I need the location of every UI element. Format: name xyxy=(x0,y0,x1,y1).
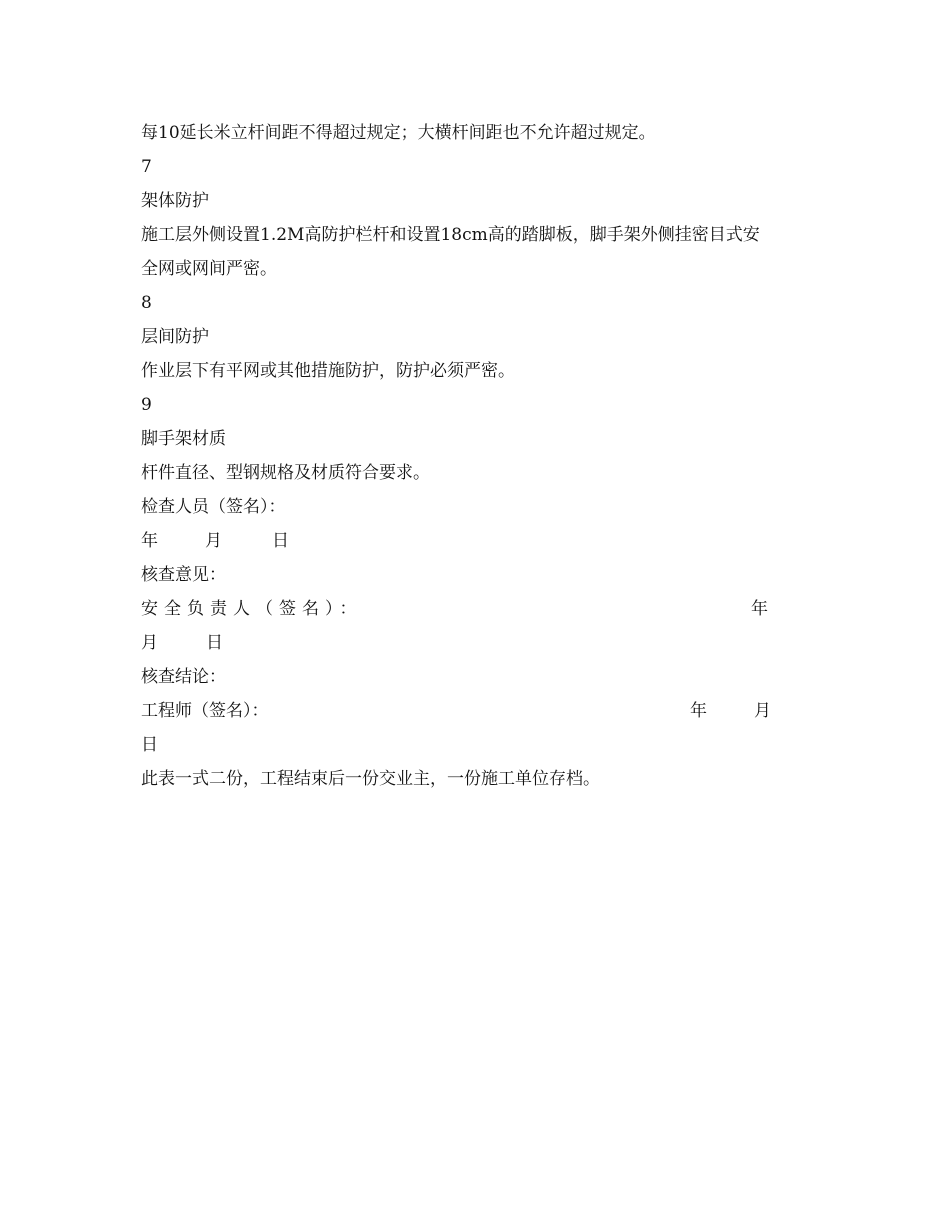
date-day-label: 日 xyxy=(141,735,158,755)
form-copies-note: 此表一式二份，工程结束后一份交业主，一份施工单位存档。 xyxy=(141,769,600,789)
date-year-label: 年 xyxy=(690,701,707,721)
spacing-requirement-text: 每10延长米立杆间距不得超过规定；大横杆间距也不允许超过规定。 xyxy=(141,123,656,143)
inspector-date-line xyxy=(141,524,821,558)
safety-officer-signature-label: 安全负责人（签名）： xyxy=(141,599,363,619)
item-number-7: 7 xyxy=(141,157,152,177)
item-text-interlayer-protection: 作业层下有平网或其他措施防护，防护必须严密。 xyxy=(141,361,515,381)
review-opinion-label: 核查意见： xyxy=(141,565,226,585)
item-number-9: 9 xyxy=(141,395,152,415)
review-conclusion-label: 核查结论： xyxy=(141,667,226,687)
date-day-label: 日 xyxy=(272,531,289,551)
item-text-scaffold-material: 杆件直径、型钢规格及材质符合要求。 xyxy=(141,463,430,483)
date-year-label: 年 xyxy=(141,531,158,551)
inspector-signature-label: 检查人员（签名）： xyxy=(141,497,286,517)
engineer-line xyxy=(141,694,821,728)
document-body xyxy=(141,116,821,796)
engineer-signature-label: 工程师（签名）： xyxy=(141,701,269,721)
item-heading-interlayer-protection: 层间防护 xyxy=(141,327,209,347)
date-month-label: 月 xyxy=(205,531,222,551)
item-text-frame-protection-1: 施工层外侧设置1.2M高防护栏杆和设置18cm高的踏脚板，脚手架外侧挂密目式安 xyxy=(141,225,760,245)
item-text-frame-protection-2: 全网或网间严密。 xyxy=(141,259,277,279)
item-heading-frame-protection: 架体防护 xyxy=(141,191,209,211)
safety-officer-date-line xyxy=(141,626,821,660)
item-number-8: 8 xyxy=(141,293,152,313)
engineer-date-line xyxy=(141,728,821,762)
date-day-label: 日 xyxy=(206,633,223,653)
date-month-label: 月 xyxy=(754,701,771,721)
date-year-label: 年 xyxy=(751,599,768,619)
safety-officer-line xyxy=(141,592,821,626)
item-heading-scaffold-material: 脚手架材质 xyxy=(141,429,226,449)
date-month-label: 月 xyxy=(141,633,158,653)
